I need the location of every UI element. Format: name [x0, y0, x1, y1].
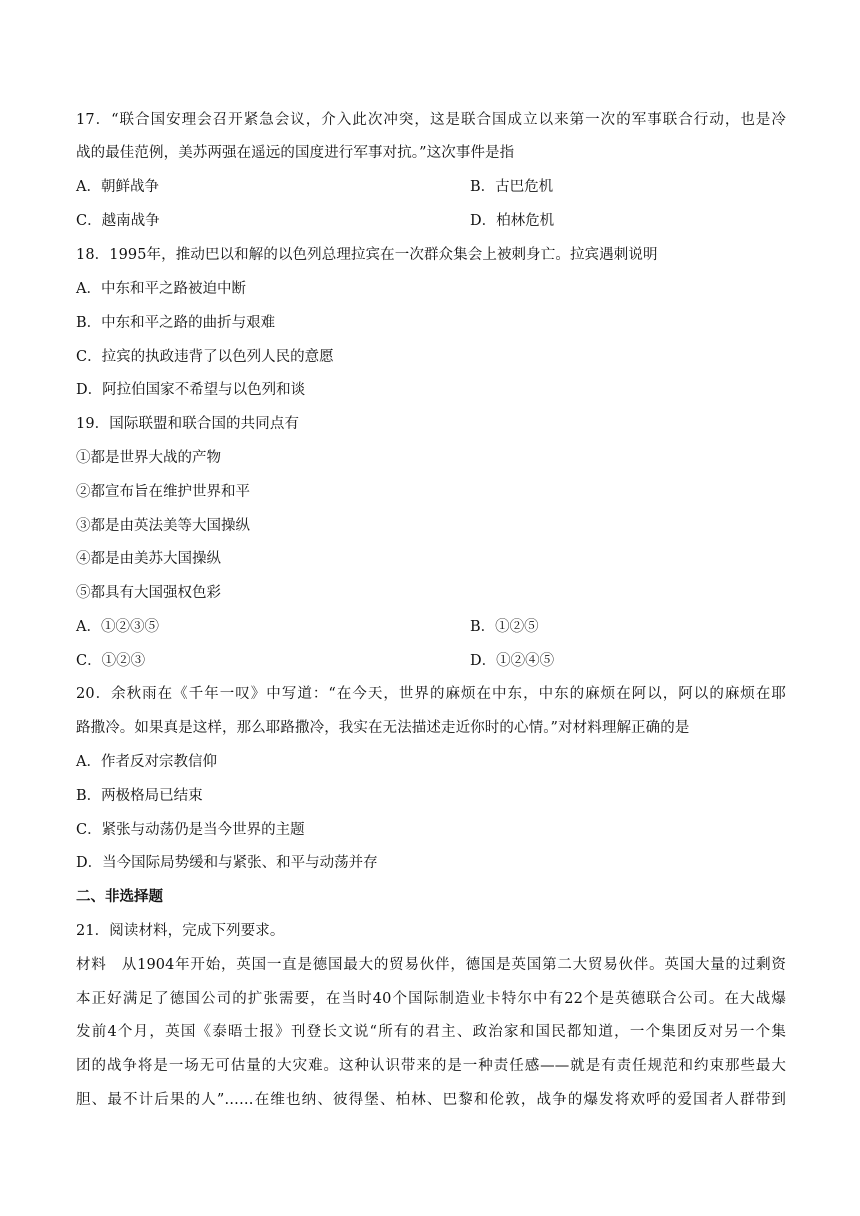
q17-stem-line2: 战的最佳范例，美苏两强在遥远的国度进行军事对抗。”这次事件是指: [76, 145, 515, 161]
q17-option-d: D．柏林危机: [470, 213, 555, 229]
q19-option-a: A．①②③⑤: [76, 619, 159, 635]
q19-stem: 19．国际联盟和联合国的共同点有: [76, 416, 300, 432]
q20-stem-line1: 20．余秋雨在《千年一叹》中写道：“在今天，世界的麻烦在中东，中东的麻烦在阿以，阿以的麻烦在耶: [76, 686, 786, 702]
q17-option-c: C．越南战争: [76, 213, 160, 229]
q20-option-a: A．作者反对宗教信仰: [76, 754, 217, 770]
q21-material-line4: 团的战争将是一场无可估量的大灾难。这种认识带来的是一种责任感——就是有责任规范和约束那些最大: [76, 1058, 786, 1074]
q21-material-line3: 发前4个月，英国《泰晤士报》刊登长文说“所有的君主、政治家和国民都知道，一个集团反对另一个集: [76, 1024, 786, 1040]
q20-option-b: B．两极格局已结束: [76, 788, 203, 804]
q17-option-a: A．朝鲜战争: [76, 179, 159, 195]
q19-item-2: ②都宣布旨在维护世界和平: [76, 484, 250, 500]
q21-material-line1: 材料 从1904年开始，英国一直是德国最大的贸易伙伴，德国是英国第二大贸易伙伴。英国大量的过剩资: [76, 957, 786, 973]
q18-option-c: C．拉宾的执政违背了以色列人民的意愿: [76, 349, 334, 365]
q18-option-a: A．中东和平之路被迫中断: [76, 281, 246, 297]
q19-option-b: B．①②⑤: [470, 619, 539, 635]
q20-option-d: D．当今国际局势缓和与紧张、和平与动荡并存: [76, 855, 378, 871]
q18-stem: 18．1995年，推动巴以和解的以色列总理拉宾在一次群众集会上被刺身亡。拉宾遇刺说明: [76, 247, 658, 263]
section-heading: 二、非选择题: [76, 889, 163, 905]
q19-item-4: ④都是由美苏大国操纵: [76, 551, 221, 567]
q19-item-1: ①都是世界大战的产物: [76, 450, 221, 466]
q20-stem-line2: 路撒冷。如果真是这样，那么耶路撒冷，我实在无法描述走近你时的心情。”对材料理解正确的是: [76, 720, 690, 736]
q21-material-line2: 本正好满足了德国公司的扩张需要，在当时40个国际制造业卡特尔中有22个是英德联合公司。在大战爆: [76, 991, 786, 1007]
q19-option-d: D．①②④⑤: [470, 653, 555, 669]
q21-material-line5: 胆、最不计后果的人”……在维也纳、彼得堡、柏林、巴黎和伦敦，战争的爆发将欢呼的爱国者人群带到: [76, 1092, 786, 1108]
q18-option-b: B．中东和平之路的曲折与艰难: [76, 315, 276, 331]
q21-stem: 21．阅读材料，完成下列要求。: [76, 923, 285, 939]
q17-stem-line1: 17．“联合国安理会召开紧急会议，介入此次冲突，这是联合国成立以来第一次的军事联合行动，也是冷: [76, 112, 786, 128]
q17-option-b: B．古巴危机: [470, 179, 554, 195]
q19-item-3: ③都是由英法美等大国操纵: [76, 518, 250, 534]
q18-option-d: D．阿拉伯国家不希望与以色列和谈: [76, 382, 306, 398]
q19-item-5: ⑤都具有大国强权色彩: [76, 585, 221, 601]
q19-option-c: C．①②③: [76, 653, 146, 669]
q20-option-c: C．紧张与动荡仍是当今世界的主题: [76, 822, 305, 838]
